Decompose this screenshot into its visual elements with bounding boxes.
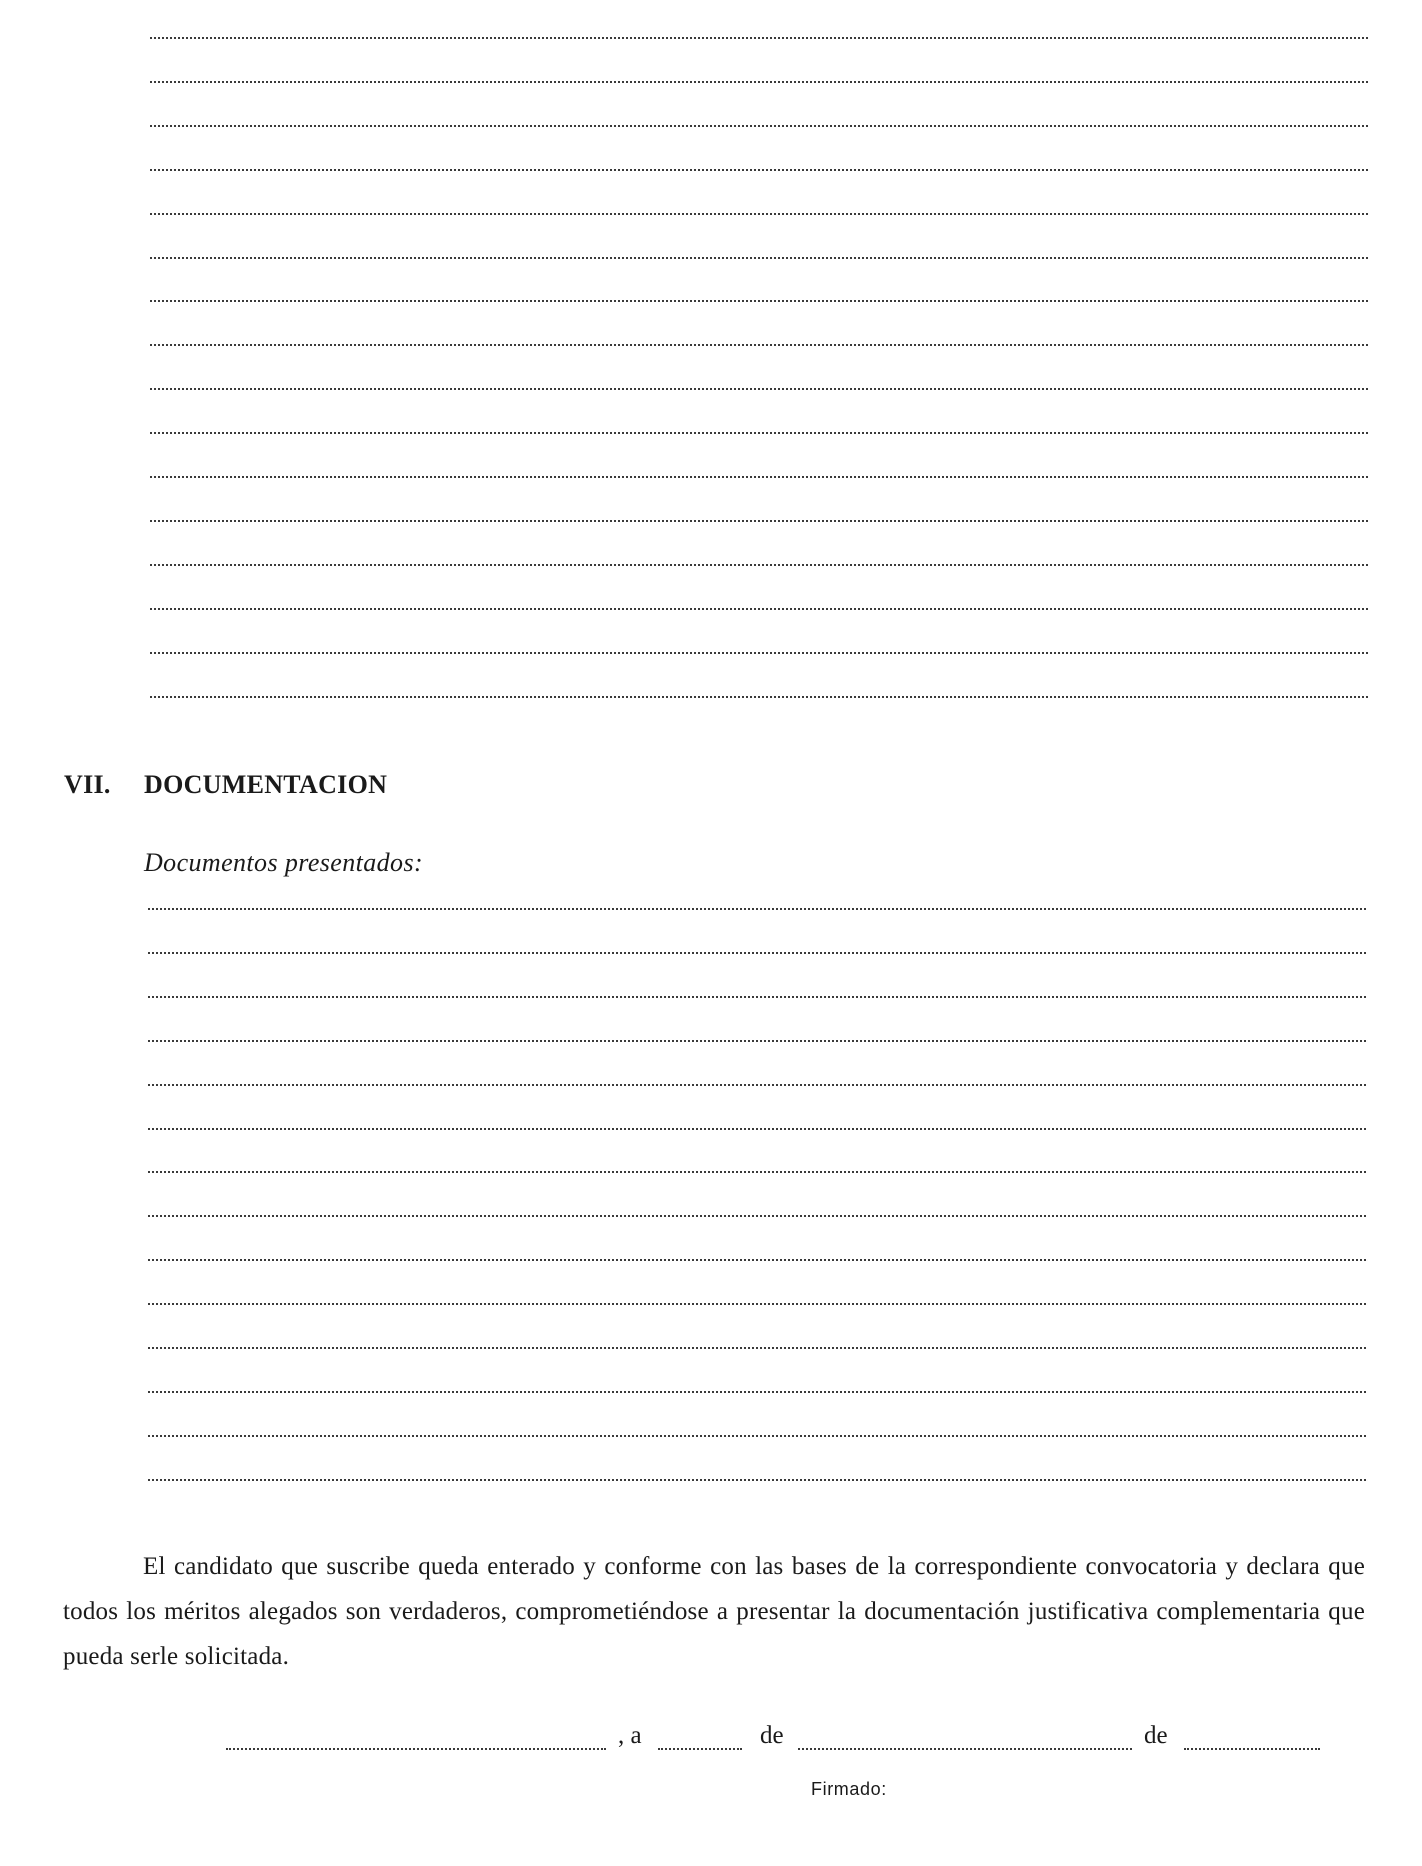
declaration-text: El candidato que suscribe queda enterado y conforme con las bases de la correspondiente convocatoria y declara que todos los méritos alegados son verdaderos, comprometiéndose a presentar la documentación justificativa complementaria que pueda serle solicitada. [63,1553,1365,1670]
blank-line[interactable] [150,564,1368,566]
blank-line[interactable] [148,996,1366,998]
blank-line[interactable] [148,1391,1366,1393]
signed-label: Firmado: [811,1779,887,1799]
blank-line[interactable] [148,1171,1366,1173]
blank-line[interactable] [150,344,1368,346]
blank-line[interactable] [150,257,1368,259]
blank-line[interactable] [148,908,1366,910]
blank-line[interactable] [148,1303,1366,1305]
blank-line[interactable] [150,652,1368,654]
date-de-1: de [760,1722,784,1749]
blank-line[interactable] [148,1435,1366,1437]
blank-line[interactable] [150,213,1368,215]
blank-line[interactable] [148,1128,1366,1130]
place-field[interactable] [226,1748,606,1750]
blank-line[interactable] [150,432,1368,434]
blank-line[interactable] [150,169,1368,171]
blank-line[interactable] [150,125,1368,127]
section-heading [64,770,387,800]
blank-line[interactable] [148,1040,1366,1042]
year-field[interactable] [1184,1748,1320,1750]
section-number: VII. [64,770,111,799]
blank-line[interactable] [148,952,1366,954]
blank-line[interactable] [150,300,1368,302]
blank-line[interactable] [150,37,1368,39]
blank-line[interactable] [150,476,1368,478]
blank-line[interactable] [148,1084,1366,1086]
month-field[interactable] [798,1748,1132,1750]
date-de-2: de [1144,1722,1168,1749]
day-field[interactable] [658,1748,742,1750]
blank-line[interactable] [150,608,1368,610]
section-title: DOCUMENTACION [144,770,388,799]
date-separator-a: , a [618,1722,642,1749]
blank-line[interactable] [148,1479,1366,1481]
blank-line[interactable] [148,1215,1366,1217]
blank-line[interactable] [150,696,1368,698]
documents-subheading: Documentos presentados: [144,848,424,877]
blank-line[interactable] [148,1259,1366,1261]
blank-line[interactable] [150,520,1368,522]
blank-line[interactable] [150,388,1368,390]
blank-line[interactable] [150,81,1368,83]
blank-line[interactable] [148,1347,1366,1349]
